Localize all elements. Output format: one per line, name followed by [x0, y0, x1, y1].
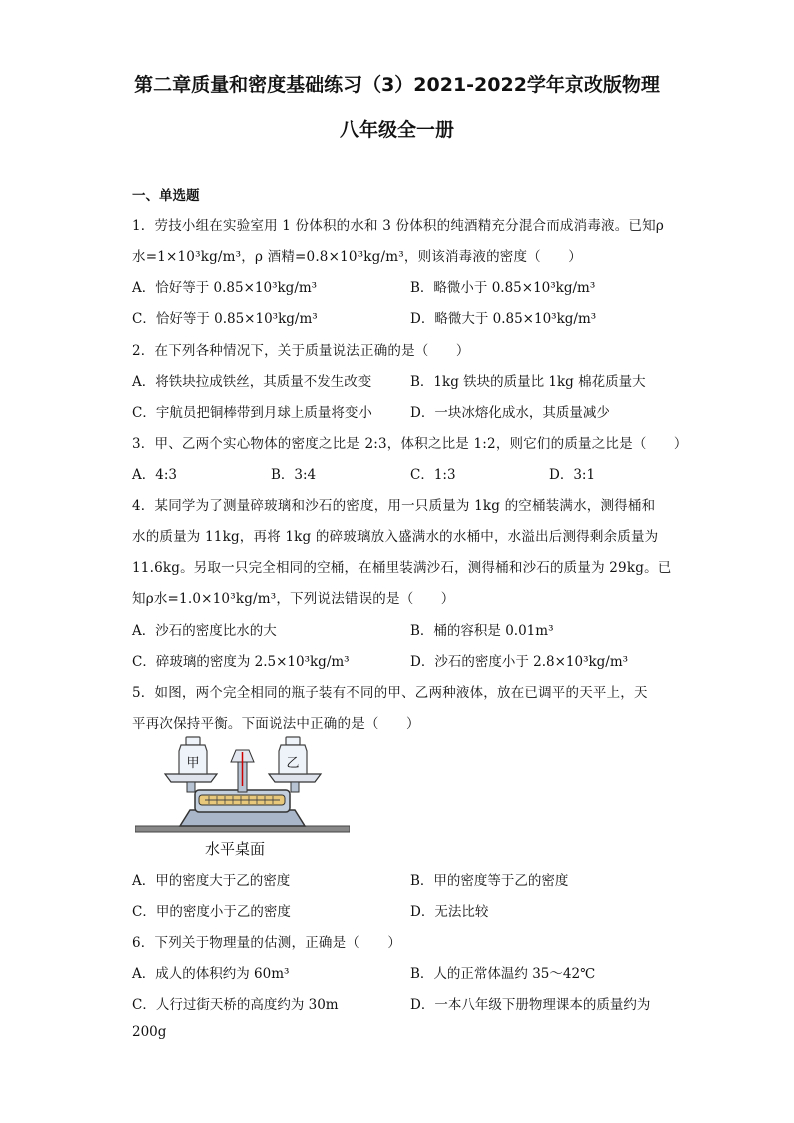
q2-option-b: B．1kg 铁块的质量比 1kg 棉花质量大	[410, 374, 646, 390]
q4-stem-line3: 11.6kg。另取一只完全相同的空桶，在桶里装满沙石，测得桶和沙石的质量为 29kg。已	[132, 560, 672, 576]
q4-stem-line2: 水的质量为 11kg，再将 1kg 的碎玻璃放入盛满水的水桶中，水溢出后测得剩余质量为	[132, 529, 659, 545]
q4-stem-line4: 知ρ水=1.0×10³kg/m³，下列说法错误的是（ ）	[132, 591, 455, 607]
q5-stem-line1: 5．如图，两个完全相同的瓶子装有不同的甲、乙两种液体，放在已调平的天平上，天	[132, 685, 648, 701]
q6-option-d: D．一本八年级下册物理课本的质量约为	[410, 997, 651, 1013]
q5-option-b: B．甲的密度等于乙的密度	[410, 873, 569, 889]
q2-option-c: C．宇航员把铜棒带到月球上质量将变小	[132, 405, 372, 421]
q2-option-d: D．一块冰熔化成水，其质量减少	[410, 405, 610, 421]
q1-option-b: B．略微小于 0.85×10³kg/m³	[410, 280, 596, 296]
q1-option-c: C．恰好等于 0.85×10³kg/m³	[132, 311, 318, 327]
q4-stem-line1: 4．某同学为了测量碎玻璃和沙石的密度，用一只质量为 1kg 的空桶装满水，测得桶和	[132, 498, 656, 514]
q2-option-a: A．将铁块拉成铁丝，其质量不发生改变	[132, 374, 372, 390]
q6-option-b: B．人的正常体温约 35～42℃	[410, 966, 596, 982]
doc-title-line2: 八年级全一册	[339, 119, 454, 141]
q4-option-a: A．沙石的密度比水的大	[132, 623, 277, 639]
q1-stem-line1: 1．劳技小组在实验室用 1 份体积的水和 3 份体积的纯酒精充分混合而成消毒液。已知ρ	[132, 218, 664, 234]
figure-caption: 水平桌面	[205, 840, 266, 858]
q3-stem: 3．甲、乙两个实心物体的密度之比是 2:3，体积之比是 1:2，则它们的质量之比是（ ）	[132, 436, 688, 452]
bottle-label-jia: 甲	[186, 756, 200, 771]
q2-stem: 2．在下列各种情况下，关于质量说法正确的是（ ）	[132, 343, 470, 359]
bottle-label-yi: 乙	[286, 756, 300, 771]
q6-stem: 6．下列关于物理量的估测，正确是（ ）	[132, 935, 402, 951]
q3-option-d: D．3:1	[549, 467, 596, 483]
q6-option-c: C．人行过街天桥的高度约为 30m	[132, 997, 339, 1013]
q1-option-d: D．略微大于 0.85×10³kg/m³	[410, 311, 597, 327]
q4-option-b: B．桶的容积是 0.01m³	[410, 623, 554, 639]
q3-option-a: A．4:3	[132, 467, 177, 483]
q5-option-a: A．甲的密度大于乙的密度	[132, 873, 291, 889]
doc-title-line1: 第二章质量和密度基础练习（3）2021-2022学年京改版物理	[134, 74, 660, 96]
q6-option-d-continued: 200g	[132, 1024, 167, 1040]
q5-stem-line2: 平再次保持平衡。下面说法中正确的是（ ）	[132, 716, 420, 732]
q5-option-d: D．无法比较	[410, 904, 489, 920]
q4-option-d: D．沙石的密度小于 2.8×10³kg/m³	[410, 654, 629, 670]
q4-option-c: C．碎玻璃的密度为 2.5×10³kg/m³	[132, 654, 350, 670]
q1-stem-line2: 水=1×10³kg/m³，ρ 酒精=0.8×10³kg/m³，则该消毒液的密度（ ）	[132, 249, 582, 265]
q1-option-a: A．恰好等于 0.85×10³kg/m³	[132, 280, 318, 296]
q6-option-a: A．成人的体积约为 60m³	[132, 966, 290, 982]
q3-option-b: B．3:4	[271, 467, 317, 483]
q3-option-c: C．1:3	[410, 467, 456, 483]
section-heading: 一、单选题	[132, 188, 200, 204]
q5-option-c: C．甲的密度小于乙的密度	[132, 904, 291, 920]
